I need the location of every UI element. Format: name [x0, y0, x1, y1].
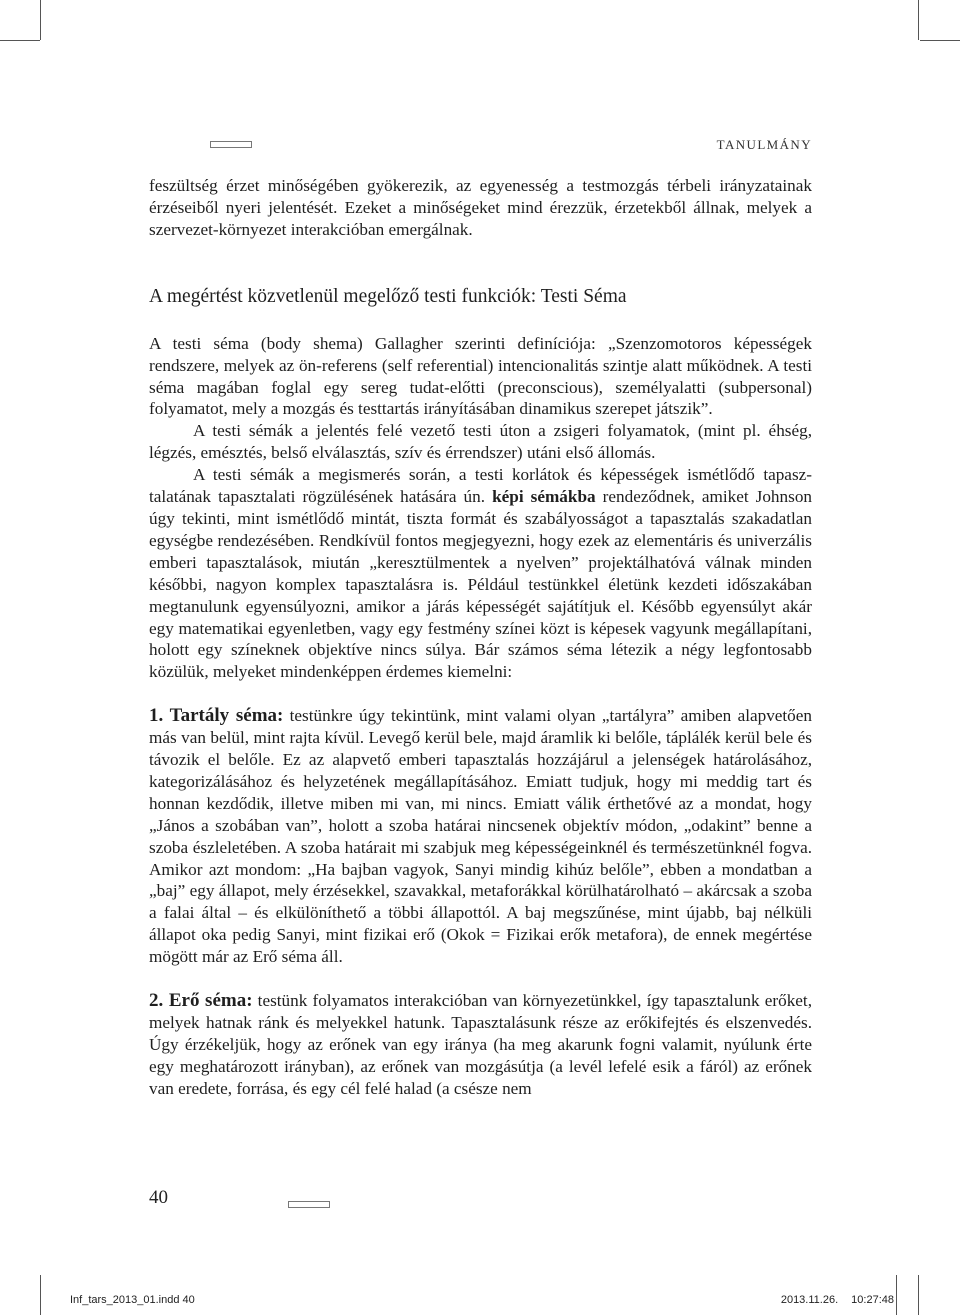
article-body [149, 175, 812, 1100]
crop-mark-bottom-right [918, 1275, 919, 1315]
paragraph-visceral-stage: A testi sémák a jelentés felé vezető testi úton a zsigeri folyamatok, (mint pl. éhség, légzés, emésztés, belső elválasztás, szív és érrendszer) utáni első állomás. [149, 421, 812, 463]
p3-text-before: A testi sémák a megismerés során, a testi korlátok és képességek ismétlődő tapasztalatának tapasztalati rögzülésének hatására ún. [149, 465, 812, 507]
item-container-schema [149, 705, 812, 968]
registration-bar-bottom [288, 1201, 330, 1208]
p3-text-after: rendeződnek, amiket Johnson úgy tekinti, mint ismétlődő mintát, tiszta formát és szabályosságot a tapasztalás szakadatlan egységbe rendezésében. Rendkívül fontos megjegyezni, hogy ezek az elementáris és univerzális emberi tapasztalások, miután „keresztülmentek a nyelven” projektálhatóvá válnak minden későbbi, nagyon komplex tapasztalásra is. Például testünkkel életünk kezdeti időszakában megtanulunk egyensúlyozni, amikor a járás képességét sajátítjuk el. Később egyensúlyt akár egy matematikai egyenletben, vagy egy festmény színei közt is képesek vagyunk megállapítani, holott egy színeknek objektíve nincs súlya. Bár számos séma létezik a négy legfontosabb közülük, melyeket mindenképpen érdemes kiemelni: [149, 487, 813, 682]
page-number: 40 [149, 1187, 168, 1208]
crop-mark-bottom-right-inner [896, 1275, 897, 1315]
running-header: TANULMÁNY [716, 137, 812, 152]
item-force-schema [149, 990, 812, 1100]
section-heading: A megértést közvetlenül megelőző testi funkciók: Testi Séma [149, 285, 627, 307]
print-slug-file: Inf_tars_2013_01.indd 40 [70, 1294, 195, 1306]
crop-mark-top-right-h [920, 40, 960, 41]
item-label: 2. Erő séma: [149, 990, 253, 1012]
item-text: testünk folyamatos interakcióban van környezetünkkel, így tapasztalunk erőket, melyek hatnak ránk és melyekkel hatunk. Tapasztalásunk része az erőkifejtés és elszenvedés. Úgy érzékeljük, hogy az erőnek van egy iránya (ha meg akarunk fogni valamit, nyúlunk érte egy meghatározott irányban), az erőnek van mozgásútja (a levél lefelé esik a fáról) az erőnek van eredete, forrása, és egy cél felé halad (a csésze nem [149, 991, 812, 1098]
paragraph-body-schema-definition: A testi séma (body shema) Gallagher szerinti definíciója: „Szenzomotoros képességek rendszere, melyek az ön-referens (self referential) intencionalitás szintje alatt működnek. A testi séma magában foglal egy sereg tudat-előtti (preconscious), személyalatti (subpersonal) folyamatot, mely a mozgás és testtartás irányításában dinamikus szerepet játszik”. [149, 333, 812, 419]
crop-mark-top-right [918, 0, 919, 40]
item-text: testünkre úgy tekintünk, mint valami olyan „tartályra” amiben alapvetően más van belül, mint rajta kívül. Levegő kerül bele, majd áramlik ki belőle, táplálék kerül bele és távozik el belőle. Ez az alapvető emberi tapasztalás hozzájárul a jelenségek határolásához, kategorizálásához és helyzetének megállapításához. Emiatt tudjuk, hogy mi meddig tart és honnan kezdődik, illetve miben mi van, mi nincs. Emiatt válik érthetővé az a mondat, hogy „János a szobában van”, holott a szoba határai nincsenek objektív módon, „odakint” benne a szoba észleletében. A szoba határait mi szabjuk meg képességeinknél és természetünknél fogva. Amikor azt mondom: „Ha bajban vagyok, Sanyi mindig kihúz belőle”, ebben a mondatban a „baj” egy állapot, mely érzésekkel, szavakkal, metaforákkal körülhatárolható – akárcsak a szoba a falai által – és elkülöníthető a többi állapottól. A baj megszűnése, mint újabb, baj nélküli állapot oka pedig Sanyi, mint fizikai erő (Okok = Fizikai erők metafora), de ennek megértése mögött már az Erő séma áll. [149, 706, 813, 967]
crop-mark-top-left-h [0, 40, 40, 41]
registration-bar-top [210, 141, 252, 148]
p3-bold-term: képi sémákba [492, 487, 596, 507]
paragraph-image-schemas [149, 464, 812, 683]
crop-mark-top-left [40, 0, 41, 40]
item-label: 1. Tartály séma: [149, 705, 284, 727]
print-slug-timestamp: 2013.11.26. 10:27:48 [780, 1294, 894, 1306]
crop-mark-bottom-left [40, 1275, 41, 1315]
intro-paragraph: feszültség érzet minőségében gyökerezik, az egyenesség a testmozgás térbeli irányzatainak érzéseiből nyeri jelentését. Ezeket a minőségeket mind érezzük, érzetekből állnak, melyek a szervezet-környezet interakcióban emergálnak. [149, 176, 812, 239]
